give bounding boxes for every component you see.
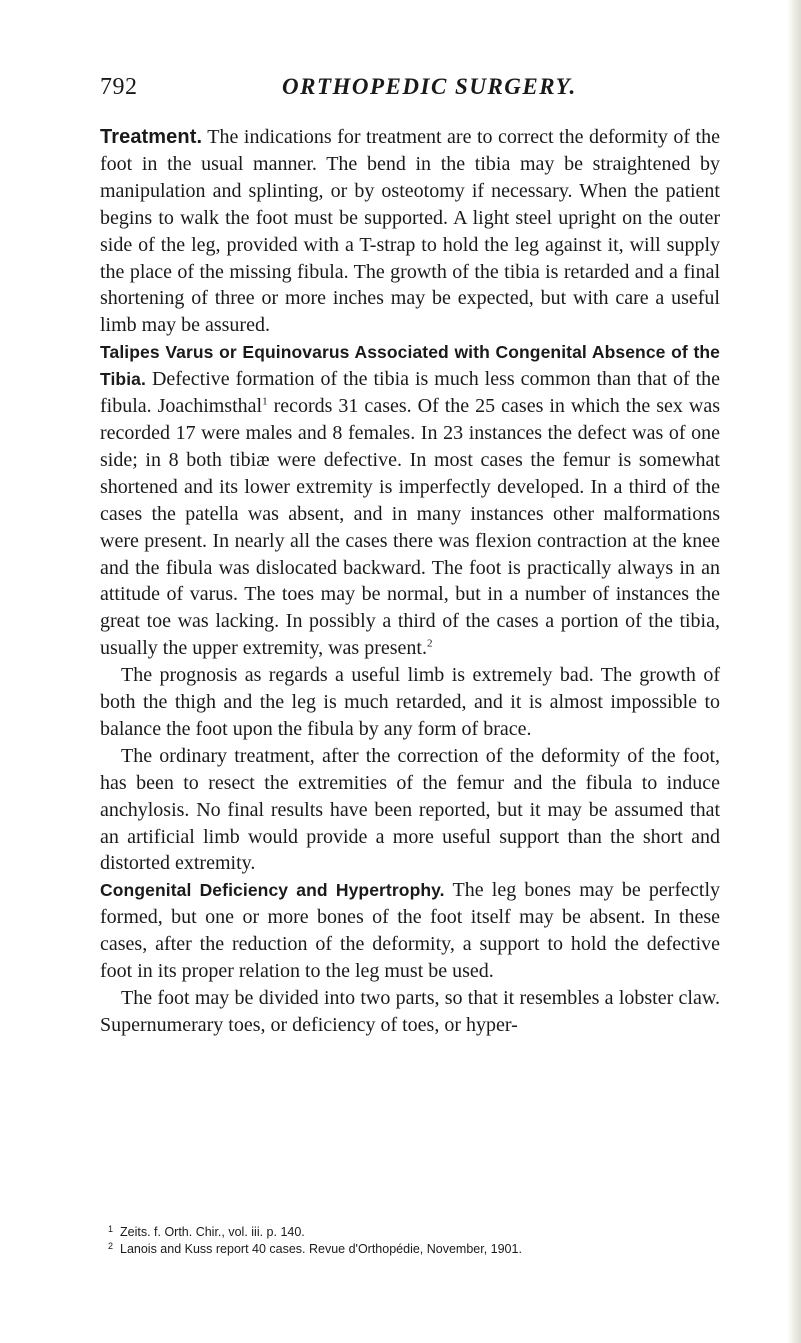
footnote-ref-1[interactable]: 1 bbox=[262, 395, 268, 408]
footnote-text: Lanois and Kuss report 40 cases. Revue d'Orthopédie, November, 1901. bbox=[120, 1242, 522, 1256]
paragraph-text: records 31 cases. Of the 25 cases in which the sex was recorded 17 were males and 8 females. In 23 instances the defect was of one side; in 8 both tibiæ were defective. In most cases the femur is somewhat shortened and its lower extremity is imperfectly developed. In a third of the cases the patella was absent, and in many instances other malformations were present. In nearly all the cases there was flexion contraction at the knee and the fibula was dislocated backward. The foot is practically always in an attitude of varus. The toes may be normal, but in a number of instances the great toe was lacking. In possibly a third of the cases a portion of the tibia, usually the upper extremity, was present. bbox=[100, 395, 720, 660]
paragraph-lobster-claw: The foot may be divided into two parts, so that it resembles a lobster claw. Supernumerary toes, or deficiency of toes, or hyper- bbox=[100, 987, 720, 1036]
paragraph-congenital bbox=[100, 877, 720, 985]
page-number: 792 bbox=[100, 74, 138, 100]
paragraph-ordinary-treatment: The ordinary treatment, after the correction of the deformity of the foot, has been to resect the extremities of the femur and the fibula to induce anchylosis. No final results have been reported, but it may be assumed that an artificial limb would provide a more useful support than the short and distorted extremity. bbox=[100, 744, 720, 875]
paragraph-text: The leg bones may be perfectly formed, but one or more bones of the foot itself may be absent. In these cases, after the reduction of the deformity, a support to hold the defective foot in its proper relation to the leg must be used. bbox=[100, 879, 720, 983]
running-head: ORTHOPEDIC SURGERY. bbox=[282, 74, 577, 99]
paragraph-prognosis: The prognosis as regards a useful limb is extremely bad. The growth of both the thigh and the leg is much retarded, and it is almost impossible to balance the foot upon the fibula by any form of brace. bbox=[100, 664, 720, 740]
section-heading-talipes: Talipes Varus or Equinovarus Associated with Congenital Absence of the Tibia. bbox=[100, 342, 720, 390]
footnote-ref-2[interactable]: 2 bbox=[426, 637, 433, 650]
footnote-2 bbox=[104, 1241, 724, 1258]
body-text bbox=[100, 124, 720, 1039]
page-header bbox=[100, 74, 740, 108]
paragraph-text: The indications for treatment are to correct the deformity of the foot in the usual manner. The bend in the tibia may be straightened by manipulation and splinting, or by osteotomy if necessary. When the patient begins to walk the foot must be supported. A light steel upright on the outer side of the leg, provided with a T-strap to hold the leg against it, will supply the place of the missing fibula. The growth of the tibia is retarded and a final shortening of three or more inches may be expected, but with care a useful limb may be assured. bbox=[100, 126, 720, 337]
footnote-mark: 2 bbox=[108, 1241, 114, 1251]
footnote-mark: 1 bbox=[108, 1224, 114, 1234]
footnote-text: Zeits. f. Orth. Chir., vol. iii. p. 140. bbox=[120, 1225, 305, 1239]
section-heading-treatment: Treatment. bbox=[100, 126, 203, 148]
section-heading-congenital: Congenital Deficiency and Hypertrophy. bbox=[100, 880, 445, 901]
page-edge-shadow bbox=[787, 0, 801, 1343]
paragraph-treatment bbox=[100, 124, 720, 339]
footnotes bbox=[104, 1224, 724, 1258]
paragraph-text: Defective formation of the tibia is much less common than that of the fibula. Joachimsthal bbox=[100, 368, 720, 418]
paragraph-talipes bbox=[100, 339, 720, 662]
footnote-1 bbox=[104, 1224, 724, 1241]
